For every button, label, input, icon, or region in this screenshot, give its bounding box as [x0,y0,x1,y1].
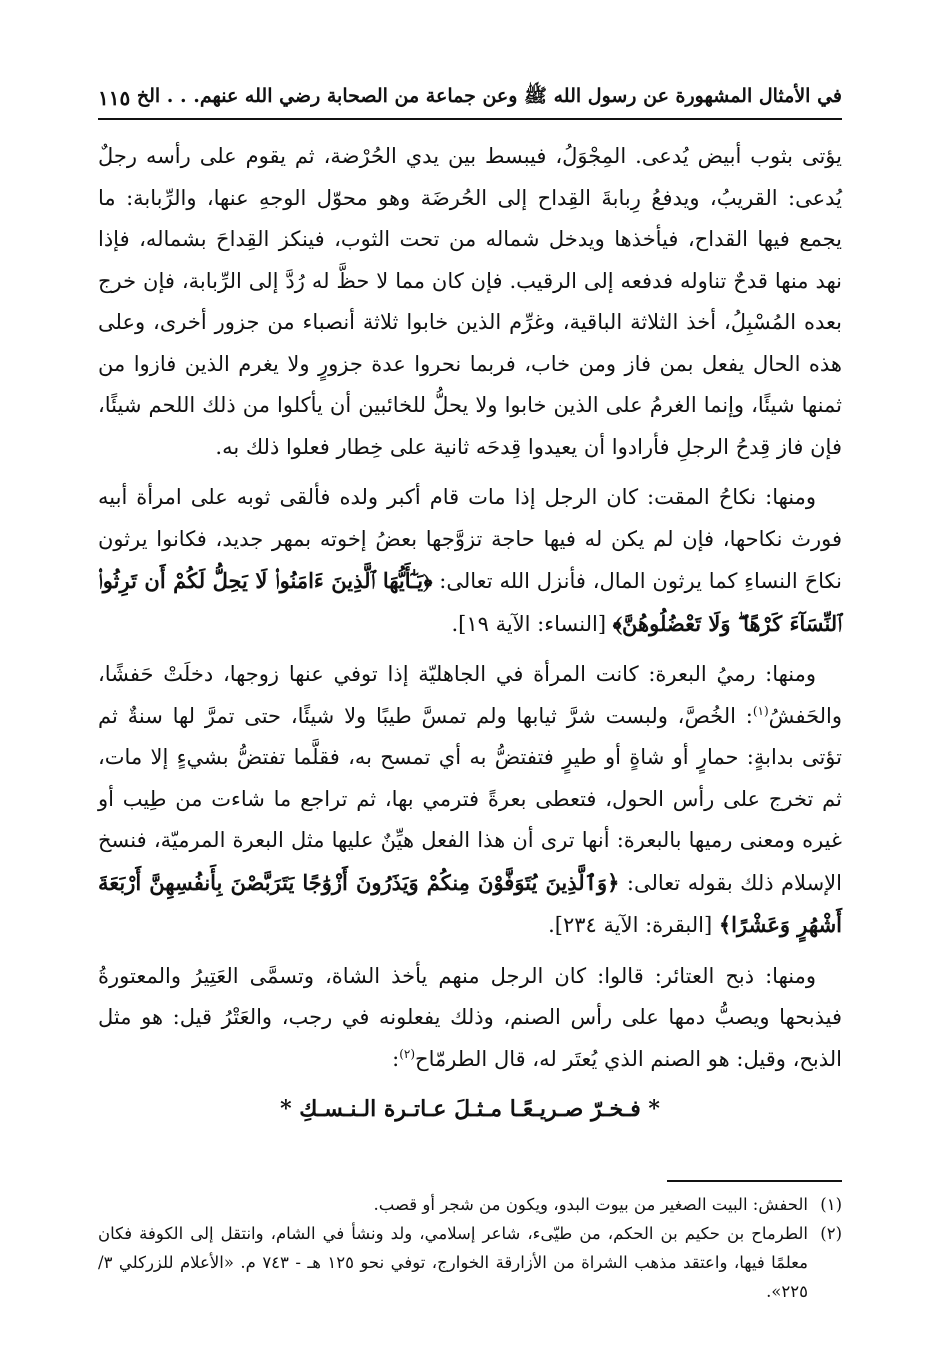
footnote-marker-2[interactable]: (٢) [399,1046,416,1061]
quran-verse-baqara: ﴿وَٱلَّذِينَ يُتَوَفَّوْنَ مِنكُمْ وَيَذَرُونَ أَزْوَٰجًا يَتَرَبَّصْنَ بِأَنفُسِهِنَّ أَرْبَعَةَ أَشْهُرٍ وَعَشْرًا﴾ [98,869,842,937]
footnotes [98,1190,842,1306]
footnote-marker-1[interactable]: (١) [752,703,769,718]
footnote-2-text: الطرماح بن حكيم بن الحكم، من طيّىء، شاعر إسلامي، ولد ونشأ في الشام، وانتقل إلى الكوفة فكان معلمًا فيها، واعتقد مذهب الشراة من الأزارقة الخوارج، توفي نحو ١٢٥ هـ - ٧٤٣ م. «الأعلام للزركلي ٣/ ٢٢٥». [98,1224,808,1301]
paragraph-3 [98,654,842,947]
poetry-verse: * فـخـرّ صـريـعًـا مـثـلَ عـاتـرة الـنـسـكِ * [280,1096,660,1122]
footnote-2-number: (٢) [820,1224,842,1243]
footnote-2 [98,1219,842,1306]
paragraph-2-text: ومنها: نكاحُ المقت: كان الرجل إذا مات قام أكبر ولده فألقى ثوبه على امرأة أبيه فورث نكاحها، فإن لم يكن له فيها حاجة تزوَّجها بعضُ إخوته بمهر جديد، فكانوا يرثون نكاحَ النساءِ كما يرثون المال، فأنزل الله تعالى: [98,485,842,593]
paragraph-4-end: : [392,1046,400,1071]
paragraph-4 [98,956,842,1081]
page-number: ١١٥ [98,86,131,110]
footnote-1 [98,1190,842,1219]
paragraph-4-text: ومنها: ذبح العتائر: قالوا: كان الرجل منهم يأخذ الشاة، وتسمَّى العَتِيرُ والمعتورةُ فيذبحها ويصبُّ دمها على رأس الصنم، وذلك يفعلونه في رجب، والعَتْرُ قيل: هو مثل الذبح، وقيل: هو الصنم الذي يُعتَر له، قال الطرمّاح [98,963,842,1071]
header-title: في الأمثال المشهورة عن رسول الله ﷺ وعن جماعة من الصحابة رضي الله عنهم. . . الخ [136,85,842,107]
main-text [98,136,842,1131]
paragraph-2 [98,477,842,645]
running-header [98,78,842,120]
footnote-separator [667,1180,842,1182]
footnote-1-text: الحفش: البيت الصغير من بيوت البدو، ويكون من شجر أو قصب. [373,1195,808,1214]
paragraph-3-text: ومنها: رميُ البعرة: كانت المرأة في الجاهليّة إذا توفي عنها زوجها، دخلَتْ حَفشًا، والحَفشُ [98,662,842,728]
quran-ref-baqara: [البقرة: الآية ٢٣٤]. [548,913,713,937]
paragraph-1: يؤتى بثوب أبيض يُدعى. المِجْوَلُ، فيبسط بين يدي الحُرْضة، ثم يقوم على رأسه رجلٌ يُدعى: القريبُ، ويدفعُ رِبابةَ القِداح إلى الحُرضَة وهو محوّل الوجهِ عنها، والرِّبابة: ما يجمع فيها القداح، فيأخذها ويدخل شماله من تحت الثوب، فينكز القِداحَ بشماله، فإذا نهد منها قدحٌ تناوله فدفعه إلى الرقيب. فإن كان مما لا حظَّ له رُدَّ إلى الرِّبابة، فإن خرج بعده المُسْبِلُ، أخذ الثلاثة الباقية، وغرِّم الذين خابوا ثلاثة أنصباء من جزور أخرى، وعلى هذه الحال يفعل بمن فاز ومن خاب، فربما نحروا عدة جزورٍ ولا يغرم الذين فازوا من ثمنها شيئًا، وإنما الغرمُ على الذين خابوا ولا يحلُّ للخائبين أن يأكلوا من ذلك اللحم شيئًا، فإن فاز قِدحُ الرجلِ فأرادوا أن يعيدوا قِدحَه ثانية على خِطار فعلوا ذلك به. [98,144,842,459]
footnote-1-number: (١) [820,1195,842,1214]
paragraph-3-continued: : الخُصَّ، ولبست شرَّ ثيابها ولم تمسَّ طيبًا ولا شيئًا، حتى تمرَّ لها سنةٌ ثم تؤتى بدابةٍ: حمارٍ أو شاةٍ أو طيرٍ فتفتضُّ به أي تمسح به، فقلَّما تفتضُّ بشيءٍ إلا مات، ثم تخرج على رأس الحول، فتعطى بعرةً فترمي بها، ثم تراجع ما شاءت من طِيب أو غيره ومعنى رميها بالبعرة: أنها ترى أن هذا الفعل هيِّنٌ عليها مثل البعرة المرميّة، فنسخ الإسلام ذلك بقوله تعالى: [98,703,842,895]
quran-ref-nisa: [النساء: الآية ١٩]. [451,611,607,636]
quran-verse-nisa: ﴿يَـٰٓأَيُّهَا ٱلَّذِينَ ءَامَنُوا۟ لَا يَحِلُّ لَكُمْ أَن تَرِثُوا۟ ٱلنِّسَآءَ كَرْهًا ۖ وَلَا تَعْضُلُوهُنَّ﴾ [98,568,842,636]
